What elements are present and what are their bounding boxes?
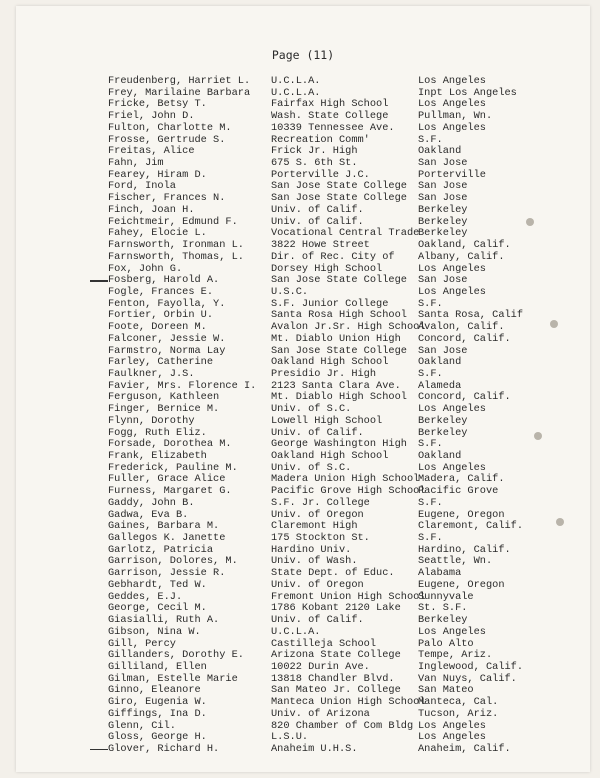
school-or-address: Avalon Jr.Sr. High School xyxy=(271,321,426,334)
person-name: Garrison, Jessie R. xyxy=(108,567,226,580)
school-or-address: Univ. of Arizona xyxy=(271,707,370,720)
city: S.F. xyxy=(418,297,443,310)
person-name: Glenn, Cil. xyxy=(108,719,176,732)
person-name: Giasialli, Ruth A. xyxy=(108,614,220,627)
city: Los Angeles xyxy=(418,285,486,298)
school-or-address: U.C.L.A. xyxy=(271,625,321,638)
school-or-address: Univ. of S.C. xyxy=(271,461,352,474)
city: Albany, Calif. xyxy=(418,250,505,263)
city: Berkeley xyxy=(418,227,468,240)
school-or-address: 820 Chamber of Com Bldg xyxy=(271,719,414,732)
school-or-address: Oakland High School xyxy=(271,450,389,462)
city: San Jose xyxy=(418,344,468,357)
city: Hardino, Calif. xyxy=(418,543,511,556)
person-name: Gebhardt, Ted W. xyxy=(108,578,207,591)
school-or-address: Dir. of Rec. City of xyxy=(271,250,395,263)
punch-hole-dot xyxy=(556,518,564,526)
school-or-address: Univ. of Calif. xyxy=(271,426,364,439)
school-or-address: U.C.L.A. xyxy=(271,86,321,99)
person-name: Fulton, Charlotte M. xyxy=(108,121,232,134)
city: Berkeley xyxy=(418,203,468,216)
person-name: Frank, Elizabeth xyxy=(108,450,207,462)
school-or-address: Castilleja School xyxy=(271,637,377,650)
city: San Jose xyxy=(418,274,468,287)
school-or-address: San Jose State College xyxy=(271,274,407,287)
person-name: Frederick, Pauline M. xyxy=(108,461,238,474)
school-or-address: Claremont High xyxy=(271,520,358,533)
person-name: Garrison, Dolores, M. xyxy=(108,555,238,568)
person-name: Gaddy, John B. xyxy=(108,496,195,509)
school-or-address: Univ. of S.C. xyxy=(271,403,352,416)
city: Los Angeles xyxy=(418,75,486,87)
school-or-address: 10339 Tennessee Ave. xyxy=(271,121,395,134)
school-or-address: Frick Jr. High xyxy=(271,145,358,158)
school-or-address: Lowell High School xyxy=(271,414,383,427)
person-name: Fogg, Ruth Eliz. xyxy=(108,426,207,439)
school-or-address: Mt. Diablo Union High xyxy=(271,332,401,345)
person-name: George, Cecil M. xyxy=(108,602,207,615)
school-or-address: Manteca Union High School xyxy=(271,696,426,709)
city: Seattle, Wn. xyxy=(418,555,493,568)
school-or-address: Vocational Central Trade xyxy=(271,227,420,240)
person-name: Furness, Margaret G. xyxy=(108,485,232,498)
person-name: Gilliland, Ellen xyxy=(108,660,207,673)
person-name: Fosberg, Harold A. xyxy=(108,274,220,287)
person-name: Ford, Inola xyxy=(108,180,176,193)
person-name: Forsade, Dorothea M. xyxy=(108,438,232,451)
person-name: Favier, Mrs. Florence I. xyxy=(108,379,257,392)
person-name: Farnsworth, Ironman L. xyxy=(108,239,244,252)
person-name: Fearey, Hiram D. xyxy=(108,168,207,181)
school-or-address: San Jose State College xyxy=(271,192,407,205)
person-name: Gloss, George H. xyxy=(108,731,207,744)
person-name: Ginno, Eleanore xyxy=(108,684,201,697)
school-or-address: Presidio Jr. High xyxy=(271,367,377,380)
city: St. S.F. xyxy=(418,602,468,615)
person-name: Finger, Bernice M. xyxy=(108,403,220,416)
document-page xyxy=(16,6,590,772)
school-or-address: U.S.C. xyxy=(271,285,309,298)
person-name: Feichtmeir, Edmund F. xyxy=(108,215,238,228)
city: Sunnyvale xyxy=(418,590,474,603)
person-name: Fortier, Orbin U. xyxy=(108,309,214,322)
school-or-address: 3822 Howe Street xyxy=(271,239,370,252)
city: Los Angeles xyxy=(418,731,486,744)
city: Berkeley xyxy=(418,614,468,627)
school-or-address: S.F. Junior College xyxy=(271,297,389,310)
school-or-address: Anaheim U.H.S. xyxy=(271,742,358,755)
school-or-address: Oakland High School xyxy=(271,356,389,369)
city: Alabama xyxy=(418,567,462,580)
city: Oakland xyxy=(418,450,462,462)
city: Manteca, Cal. xyxy=(418,696,499,709)
person-name: Farmstro, Norma Lay xyxy=(108,344,226,357)
school-or-address: Univ. of Wash. xyxy=(271,555,358,568)
city: S.F. xyxy=(418,133,443,146)
city: Avalon, Calif. xyxy=(418,321,505,334)
city: Oakland, Calif. xyxy=(418,239,511,252)
city: Madera, Calif. xyxy=(418,473,505,486)
person-name: Frey, Marilaine Barbara xyxy=(108,86,251,99)
person-name: Fahn, Jim xyxy=(108,157,164,170)
city: Eugene, Oregon xyxy=(418,578,505,591)
city: Pacific Grove xyxy=(418,485,499,498)
school-or-address: Hardino Univ. xyxy=(271,543,352,556)
city: Anaheim, Calif. xyxy=(418,742,511,755)
city: San Jose xyxy=(418,157,468,170)
person-name: Falconer, Jessie W. xyxy=(108,332,226,345)
person-name: Fenton, Fayolla, Y. xyxy=(108,297,226,310)
person-name: Finch, Joan H. xyxy=(108,203,195,216)
person-name: Fahey, Elocie L. xyxy=(108,227,207,240)
school-or-address: Fremont Union High School xyxy=(271,590,426,603)
city: Los Angeles xyxy=(418,262,486,275)
person-name: Gibson, Nina W. xyxy=(108,625,201,638)
city: Concord, Calif. xyxy=(418,332,511,345)
school-or-address: Arizona State College xyxy=(271,649,401,662)
person-name: Faulkner, J.S. xyxy=(108,367,195,380)
person-name: Foote, Doreen M. xyxy=(108,321,207,334)
city: San Mateo xyxy=(418,684,474,697)
city: S.F. xyxy=(418,438,443,451)
city: Santa Rosa, Calif xyxy=(418,309,524,322)
school-or-address: L.S.U. xyxy=(271,731,309,744)
person-name: Giro, Eugenia W. xyxy=(108,696,207,709)
city: Concord, Calif. xyxy=(418,391,511,404)
city: S.F. xyxy=(418,532,443,545)
school-or-address: Univ. of Oregon xyxy=(271,578,364,591)
city: S.F. xyxy=(418,367,443,380)
school-or-address: 675 S. 6th St. xyxy=(271,157,358,170)
punch-hole-dot xyxy=(526,218,534,226)
city: S.F. xyxy=(418,496,443,509)
city: Pullman, Wn. xyxy=(418,110,493,123)
person-name: Farnsworth, Thomas, L. xyxy=(108,250,244,263)
person-name: Farley, Catherine xyxy=(108,356,214,369)
school-or-address: George Washington High xyxy=(271,438,407,451)
school-or-address: State Dept. of Educ. xyxy=(271,567,395,580)
school-or-address: S.F. Jr. College xyxy=(271,496,370,509)
punch-hole-dot xyxy=(550,320,558,328)
school-or-address: Pacific Grove High School xyxy=(271,485,426,498)
city: Oakland xyxy=(418,356,462,369)
person-name: Frosse, Gertrude S. xyxy=(108,133,226,146)
school-or-address: Madera Union High School xyxy=(271,473,420,486)
school-or-address: Santa Rosa High School xyxy=(271,309,407,322)
school-or-address: Fairfax High School xyxy=(271,98,389,111)
city: Berkeley xyxy=(418,215,468,228)
person-name: Fogle, Frances E. xyxy=(108,285,214,298)
person-name: Fischer, Frances N. xyxy=(108,192,226,205)
city: Eugene, Oregon xyxy=(418,508,505,521)
person-name: Freudenberg, Harriet L. xyxy=(108,75,251,87)
check-mark xyxy=(90,749,108,751)
person-name: Flynn, Dorothy xyxy=(108,414,195,427)
person-name: Gadwa, Eva B. xyxy=(108,508,189,521)
city: San Jose xyxy=(418,180,468,193)
city: Tucson, Ariz. xyxy=(418,707,499,720)
school-or-address: Recreation Comm' xyxy=(271,133,370,146)
school-or-address: Mt. Diablo High School xyxy=(271,391,407,404)
city: San Jose xyxy=(418,192,468,205)
school-or-address: 13818 Chandler Blvd. xyxy=(271,672,395,685)
page-title: Page (11) xyxy=(271,48,335,62)
person-name: Fuller, Grace Alice xyxy=(108,473,226,486)
school-or-address: Univ. of Calif. xyxy=(271,215,364,228)
person-name: Garlotz, Patricia xyxy=(108,543,214,556)
school-or-address: San Jose State College xyxy=(271,344,407,357)
check-mark xyxy=(90,280,108,282)
school-or-address: Dorsey High School xyxy=(271,262,383,275)
school-or-address: 10022 Durin Ave. xyxy=(271,660,370,673)
city: Los Angeles xyxy=(418,98,486,111)
person-name: Gaines, Barbara M. xyxy=(108,520,220,533)
school-or-address: Univ. of Calif. xyxy=(271,614,364,627)
school-or-address: Univ. of Oregon xyxy=(271,508,364,521)
city: Oakland xyxy=(418,145,462,158)
city: Los Angeles xyxy=(418,461,486,474)
city: Los Angeles xyxy=(418,625,486,638)
person-name: Freitas, Alice xyxy=(108,145,195,158)
city: Berkeley xyxy=(418,414,468,427)
school-or-address: 175 Stockton St. xyxy=(271,532,370,545)
person-name: Giffings, Ina D. xyxy=(108,707,207,720)
city: Alameda xyxy=(418,379,462,392)
school-or-address: 1786 Kobant 2120 Lake xyxy=(271,602,401,615)
city: Los Angeles xyxy=(418,719,486,732)
person-name: Geddes, E.J. xyxy=(108,590,183,603)
school-or-address: U.C.L.A. xyxy=(271,75,321,87)
city: Los Angeles xyxy=(418,403,486,416)
person-name: Glover, Richard H. xyxy=(108,742,220,755)
city: Tempe, Ariz. xyxy=(418,649,493,662)
city: Claremont, Calif. xyxy=(418,520,524,533)
city: Los Angeles xyxy=(418,121,486,134)
school-or-address: 2123 Santa Clara Ave. xyxy=(271,379,401,392)
school-or-address: San Mateo Jr. College xyxy=(271,684,401,697)
city: Inglewood, Calif. xyxy=(418,660,524,673)
person-name: Friel, John D. xyxy=(108,110,195,123)
person-name: Ferguson, Kathleen xyxy=(108,391,220,404)
school-or-address: Porterville J.C. xyxy=(271,168,370,181)
person-name: Gilman, Estelle Marie xyxy=(108,672,238,685)
school-or-address: San Jose State College xyxy=(271,180,407,193)
punch-hole-dot xyxy=(534,432,542,440)
city: Van Nuys, Calif. xyxy=(418,672,517,685)
person-name: Gillanders, Dorothy E. xyxy=(108,649,244,662)
person-name: Gallegos K. Janette xyxy=(108,532,226,545)
person-name: Fox, John G. xyxy=(108,262,183,275)
city: Porterville xyxy=(418,168,486,181)
city: Inpt Los Angeles xyxy=(418,86,517,99)
school-or-address: Wash. State College xyxy=(271,110,389,123)
person-name: Gill, Percy xyxy=(108,637,176,650)
person-name: Fricke, Betsy T. xyxy=(108,98,207,111)
city: Berkeley xyxy=(418,426,468,439)
school-or-address: Univ. of Calif. xyxy=(271,203,364,216)
city: Palo Alto xyxy=(418,637,474,650)
